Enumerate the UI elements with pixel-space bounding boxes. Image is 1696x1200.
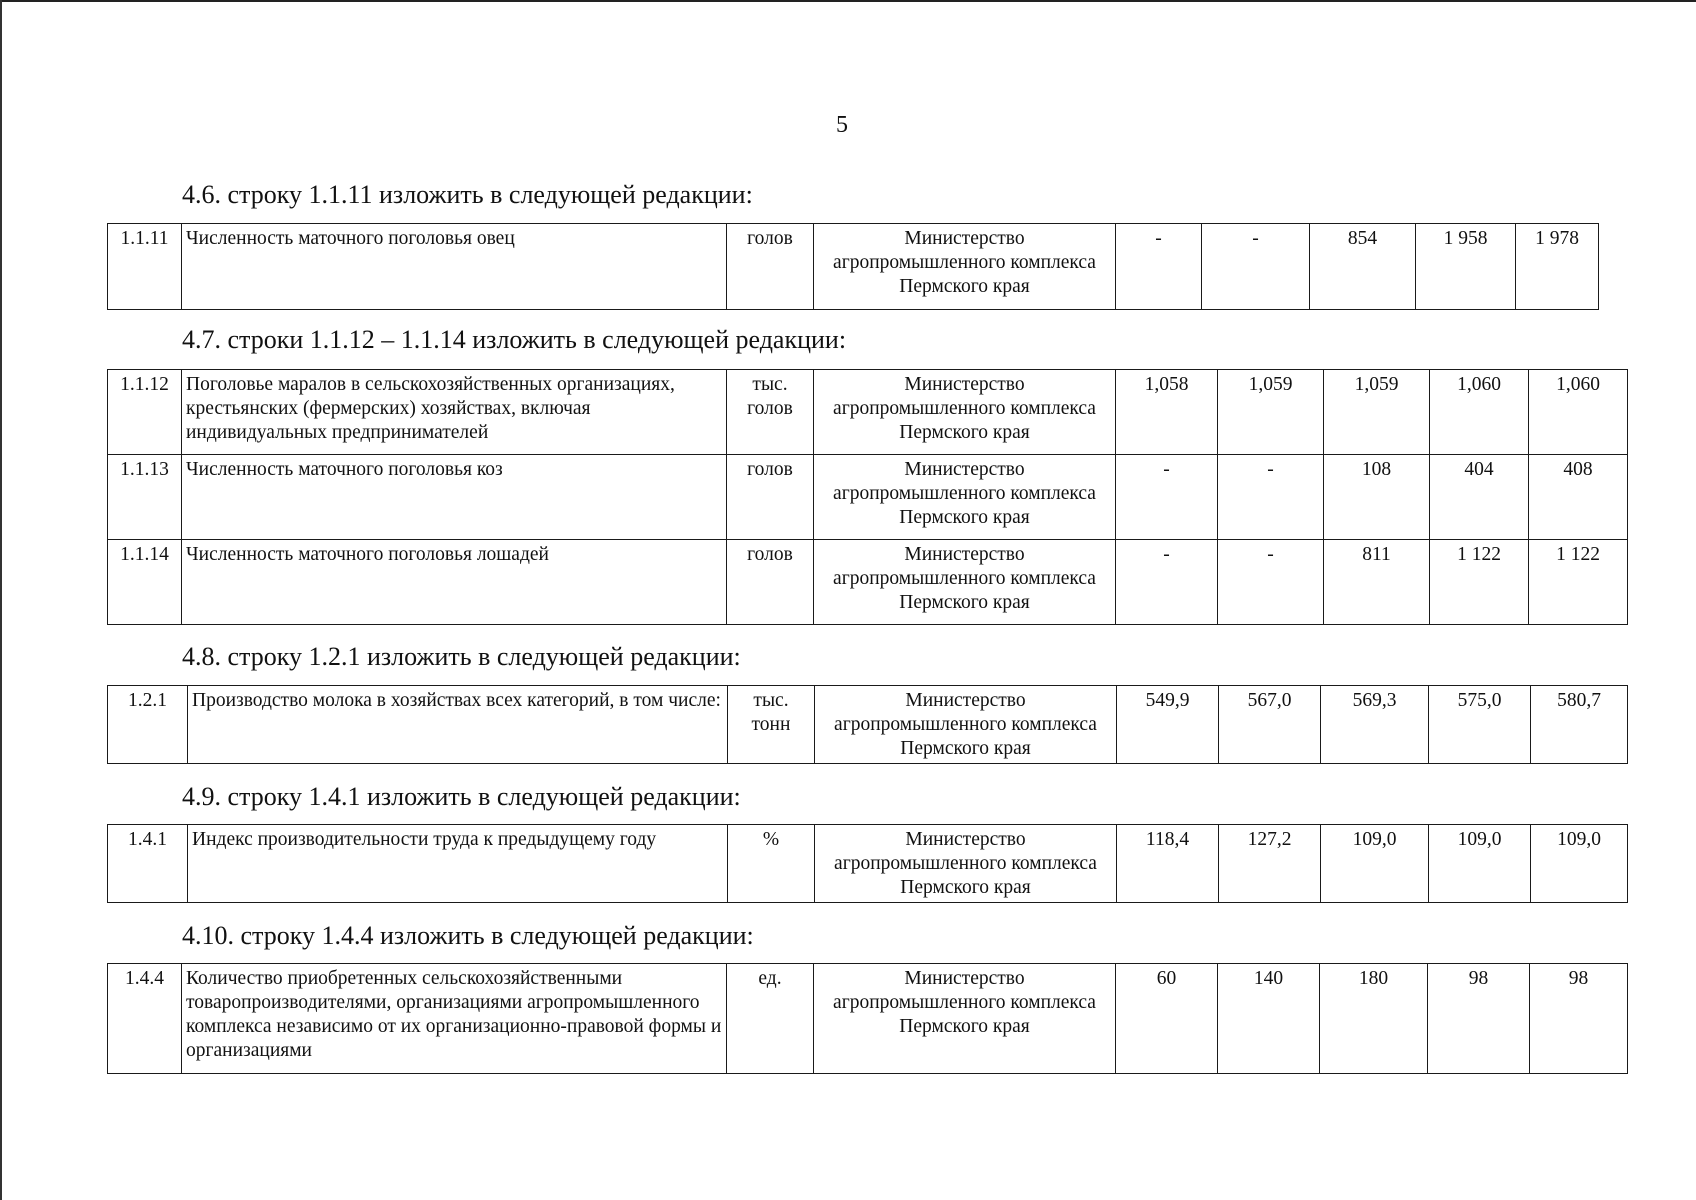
value-cell: 1,059 [1218,370,1324,455]
row-code: 1.4.1 [108,825,188,903]
indicator-name: Количество приобретенных сельскохозяйственными товаропроизводителями, организациями агропромышленного комплекса независимо от их организационно-правовой формы и организациями [182,964,727,1074]
responsible-cell: Министерство агропромышленного комплекса Пермского края [814,540,1116,625]
value-cell: 109,0 [1531,825,1628,903]
table-row [108,455,1628,540]
value-cell: 1,059 [1324,370,1430,455]
unit-cell: голов [727,455,814,540]
row-code: 1.4.4 [108,964,182,1074]
indicator-name: Численность маточного поголовья лошадей [182,540,727,625]
value-cell: - [1218,455,1324,540]
responsible-cell: Министерство агропромышленного комплекса Пермского края [814,370,1116,455]
amendment-table-1-4-1 [107,824,1628,903]
unit-cell: % [728,825,815,903]
unit-cell: тыс. тонн [728,686,815,764]
row-code: 1.2.1 [108,686,188,764]
section-heading-4-8: 4.8. строку 1.2.1 изложить в следующей редакции: [182,642,741,671]
table-row [108,540,1628,625]
value-cell: 109,0 [1429,825,1531,903]
value-cell: 98 [1428,964,1530,1074]
table-row [108,370,1628,455]
value-cell: 1 122 [1529,540,1628,625]
value-cell: 109,0 [1321,825,1429,903]
indicator-name: Индекс производительности труда к предыдущему году [188,825,728,903]
unit-cell: тыс. голов [727,370,814,455]
value-cell: 1,060 [1529,370,1628,455]
responsible-cell: Министерство агропромышленного комплекса Пермского края [815,686,1117,764]
unit-cell: ед. [727,964,814,1074]
value-cell: 408 [1529,455,1628,540]
value-cell: 567,0 [1219,686,1321,764]
amendment-table-1-4-4 [107,963,1628,1074]
amendment-table-1-1-12-14 [107,369,1628,625]
indicator-name: Производство молока в хозяйствах всех категорий, в том числе: [188,686,728,764]
value-cell: 1 978 [1516,224,1599,310]
value-cell: 108 [1324,455,1430,540]
value-cell: - [1116,455,1218,540]
table-row [108,964,1628,1074]
responsible-cell: Министерство агропромышленного комплекса Пермского края [814,224,1116,310]
indicator-name: Поголовье маралов в сельскохозяйственных организациях, крестьянских (фермерских) хозяйствах, включая индивидуальных предпринимателей [182,370,727,455]
value-cell: 1,060 [1430,370,1529,455]
value-cell: 127,2 [1219,825,1321,903]
value-cell: 98 [1530,964,1628,1074]
row-code: 1.1.11 [108,224,182,310]
page-number: 5 [836,112,848,138]
page-left-edge [0,0,2,1200]
section-heading-4-7: 4.7. строки 1.1.12 – 1.1.14 изложить в следующей редакции: [182,325,847,354]
section-heading-4-10: 4.10. строку 1.4.4 изложить в следующей редакции: [182,921,754,950]
table-row [108,825,1628,903]
value-cell: - [1116,224,1202,310]
value-cell: 140 [1218,964,1320,1074]
page-top-edge [0,0,1696,2]
indicator-name: Численность маточного поголовья коз [182,455,727,540]
unit-cell: голов [727,224,814,310]
value-cell: 118,4 [1117,825,1219,903]
value-cell: 404 [1430,455,1529,540]
value-cell: 1,058 [1116,370,1218,455]
value-cell: 180 [1320,964,1428,1074]
row-code: 1.1.13 [108,455,182,540]
amendment-table-1-2-1 [107,685,1628,764]
value-cell: 60 [1116,964,1218,1074]
row-code: 1.1.14 [108,540,182,625]
value-cell: - [1218,540,1324,625]
value-cell: - [1116,540,1218,625]
section-heading-4-9: 4.9. строку 1.4.1 изложить в следующей редакции: [182,782,741,811]
value-cell: 1 122 [1430,540,1529,625]
section-heading-4-6: 4.6. строку 1.1.11 изложить в следующей редакции: [182,180,753,209]
value-cell: - [1202,224,1310,310]
responsible-cell: Министерство агропромышленного комплекса Пермского края [814,455,1116,540]
unit-cell: голов [727,540,814,625]
value-cell: 811 [1324,540,1430,625]
indicator-name: Численность маточного поголовья овец [182,224,727,310]
table-row [108,686,1628,764]
value-cell: 1 958 [1416,224,1516,310]
responsible-cell: Министерство агропромышленного комплекса Пермского края [814,964,1116,1074]
table-row [108,224,1599,310]
value-cell: 549,9 [1117,686,1219,764]
value-cell: 580,7 [1531,686,1628,764]
value-cell: 569,3 [1321,686,1429,764]
row-code: 1.1.12 [108,370,182,455]
responsible-cell: Министерство агропромышленного комплекса Пермского края [815,825,1117,903]
amendment-table-1-1-11 [107,223,1599,310]
value-cell: 575,0 [1429,686,1531,764]
value-cell: 854 [1310,224,1416,310]
